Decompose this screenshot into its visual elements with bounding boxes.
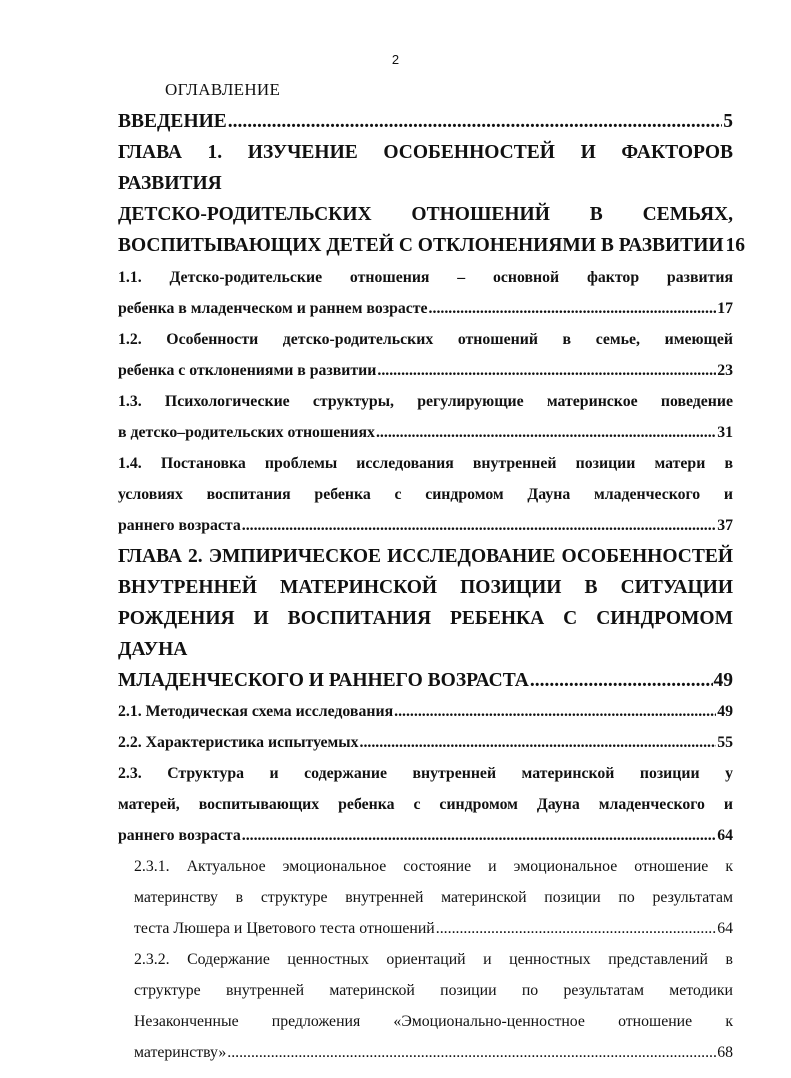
toc-entry-line: раннего возраста	[118, 517, 241, 534]
toc-entry-line: 2.3. Структура и содержание внутренней материнской позиции у	[118, 765, 733, 782]
toc-entry-line: ВОСПИТЫВАЮЩИХ ДЕТЕЙ С ОТКЛОНЕНИЯМИ В РАЗВИТИИ	[118, 235, 724, 256]
toc-entry-section-2-3[interactable]	[118, 758, 733, 851]
toc-entry-line: раннего возраста	[118, 827, 241, 844]
toc-entry-line: материнству в структуре внутренней материнской позиции по результатам	[134, 889, 733, 906]
toc-entry-line: ребенка в младенческом и раннем возрасте	[118, 300, 428, 317]
toc-page-number: 64	[717, 920, 733, 937]
toc-entry-title: 2.1. Методическая схема исследования	[118, 703, 394, 720]
table-of-contents	[118, 106, 746, 1068]
toc-page-number: 23	[717, 362, 733, 379]
toc-page-number: 31	[717, 424, 733, 441]
toc-entry-line: ребенка с отклонениями в развитии	[118, 362, 377, 379]
toc-entry-line: 2.3.2. Содержание ценностных ориентаций и ценностных представлений в	[134, 951, 733, 968]
leader-dots	[228, 106, 722, 137]
toc-page-number: 37	[717, 517, 733, 534]
toc-entry-chapter-2[interactable]	[118, 541, 733, 696]
leader-dots	[376, 417, 716, 448]
toc-entry-line: структуре внутренней материнской позиции по результатам методики	[134, 982, 733, 999]
leader-dots	[394, 696, 716, 727]
toc-entry-subsection-2-3-2[interactable]	[134, 944, 733, 1068]
toc-entry-line: 2.3.1. Актуальное эмоциональное состояние и эмоциональное отношение к	[134, 858, 733, 875]
toc-entry-section-2-2[interactable]	[118, 727, 733, 758]
toc-entry-section-1-2[interactable]	[118, 324, 733, 386]
toc-entry-introduction[interactable]	[118, 106, 733, 137]
page-number: 2	[391, 52, 400, 67]
toc-page-number: 17	[717, 300, 733, 317]
toc-title: ОГЛАВЛЕНИЕ	[165, 80, 281, 99]
toc-entry-line: ДЕТСКО-РОДИТЕЛЬСКИХ ОТНОШЕНИЙ В СЕМЬЯХ,	[118, 204, 733, 225]
toc-page-number: 68	[717, 1044, 733, 1061]
toc-entry-section-1-1[interactable]	[118, 262, 733, 324]
toc-entry-line: ВНУТРЕННЕЙ МАТЕРИНСКОЙ ПОЗИЦИИ В СИТУАЦИИ	[118, 577, 733, 598]
leader-dots	[436, 913, 716, 944]
toc-entry-title: ВВЕДЕНИЕ	[118, 111, 227, 132]
toc-page-number: 49	[713, 670, 733, 691]
toc-page-number: 49	[717, 703, 733, 720]
toc-entry-line: матерей, воспитывающих ребенка с синдромом Дауна младенческого и	[118, 796, 733, 813]
toc-entry-line: 1.2. Особенности детско-родительских отношений в семье, имеющей	[118, 331, 733, 348]
leader-dots	[242, 510, 716, 541]
toc-entry-chapter-1[interactable]	[118, 137, 746, 261]
toc-entry-line: РОЖДЕНИЯ И ВОСПИТАНИЯ РЕБЕНКА С СИНДРОМОМ ДАУНА	[118, 608, 733, 660]
toc-entry-title: 2.2. Характеристика испытуемых	[118, 734, 359, 751]
toc-entry-line: Незаконченные предложения «Эмоционально-ценностное отношение к	[134, 1013, 733, 1030]
toc-entry-section-1-4[interactable]	[118, 448, 733, 541]
leader-dots	[530, 665, 713, 696]
toc-entry-line: ГЛАВА 2. ЭМПИРИЧЕСКОЕ ИССЛЕДОВАНИЕ ОСОБЕННОСТЕЙ	[118, 546, 733, 567]
toc-entry-line: в детско–родительских отношениях	[118, 424, 375, 441]
toc-entry-line: 1.1. Детско-родительские отношения – основной фактор развития	[118, 269, 733, 286]
toc-entry-line: материнству»	[134, 1044, 227, 1061]
toc-entry-section-1-3[interactable]	[118, 386, 733, 448]
leader-dots	[429, 293, 717, 324]
toc-entry-line: ГЛАВА 1. ИЗУЧЕНИЕ ОСОБЕННОСТЕЙ И ФАКТОРОВ РАЗВИТИЯ	[118, 142, 733, 194]
toc-page-number: 5	[723, 111, 733, 132]
toc-entry-subsection-2-3-1[interactable]	[134, 851, 733, 944]
toc-entry-section-2-1[interactable]	[118, 696, 733, 727]
toc-entry-line: теста Люшера и Цветового теста отношений	[134, 920, 435, 937]
toc-entry-line: 1.4. Постановка проблемы исследования внутренней позиции матери в	[118, 455, 733, 472]
leader-dots	[242, 820, 716, 851]
toc-entry-line: МЛАДЕНЧЕСКОГО И РАННЕГО ВОЗРАСТА	[118, 670, 529, 691]
leader-dots	[377, 355, 716, 386]
toc-page-number: 16	[725, 235, 746, 256]
leader-dots	[227, 1037, 716, 1068]
leader-dots	[360, 727, 717, 758]
toc-page-number: 55	[717, 734, 733, 751]
toc-page-number: 64	[717, 827, 733, 844]
toc-entry-line: 1.3. Психологические структуры, регулирующие материнское поведение	[118, 393, 733, 410]
toc-entry-line: условиях воспитания ребенка с синдромом Дауна младенческого и	[118, 486, 733, 503]
